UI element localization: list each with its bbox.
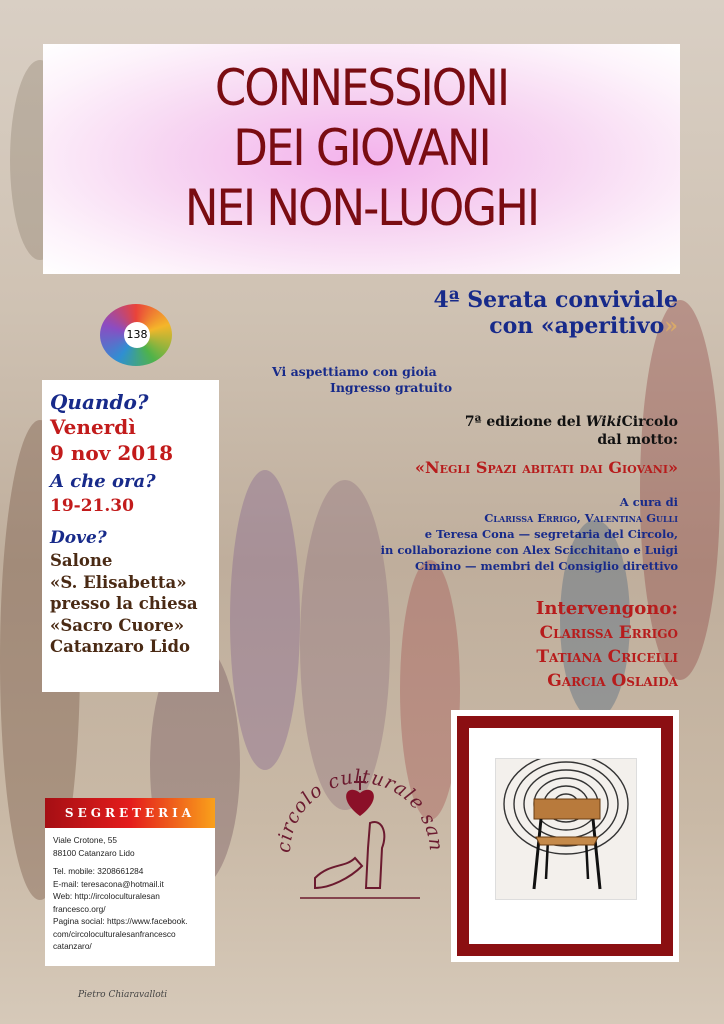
wiki-line-1c: Circolo (621, 414, 678, 430)
website: Web: http://ircoloculturalesan (53, 891, 160, 901)
motto: «Negli Spazi abitati dai Giovani» (415, 458, 678, 477)
quando-label: Quando? (50, 390, 149, 414)
chair-image (495, 758, 637, 900)
serata-line-2: con «aperitivo (489, 313, 665, 339)
chair-photo-frame (451, 710, 679, 962)
speaker-name: Tatiana Cricelli (536, 647, 678, 667)
speakers-heading: Intervengono: (535, 598, 678, 619)
circle-logo-138 (100, 304, 172, 366)
ora-label: A che ora? (50, 471, 156, 492)
segreteria-box (45, 798, 215, 966)
friar-icon (366, 822, 384, 888)
segreteria-heading: SEGRETERIA (45, 798, 215, 828)
place-line: «S. Elisabetta» (50, 572, 187, 592)
wiki-word: Wiki (585, 414, 622, 430)
wolf-icon (315, 858, 362, 888)
title-line-3: NEI NON-LUOGHI (184, 179, 539, 237)
address-line: Viale Crotone, 55 (53, 835, 117, 845)
place-line: Catanzaro Lido (50, 637, 191, 656)
logo-number: 138 (124, 322, 150, 348)
address-line: 88100 Catanzaro Lido (53, 847, 135, 858)
place-line: presso la chiesa (50, 594, 198, 613)
wiki-edition (465, 413, 678, 449)
email: E-mail: teresacona@hotmail.it (53, 878, 164, 889)
cura-line-1: A cura di (619, 495, 678, 509)
invite-line-2: Ingresso gratuito (330, 380, 453, 395)
artist-signature: Pietro Chiaravalloti (78, 990, 168, 1000)
cura-line-5: Cimino — membri del Consiglio direttivo (414, 559, 678, 573)
circolo-logo-text: circolo culturale san (272, 765, 448, 854)
serata-heading (434, 287, 678, 339)
cura-line-3: e Teresa Cona — segretaria del Circolo, (424, 527, 678, 541)
social-link: com/circoloculturalesanfrancesco (53, 928, 176, 939)
chair-icon (496, 759, 636, 899)
social-link: Pagina social: https://www.facebook. (53, 916, 188, 926)
serata-line-1: 4ª Serata conviviale (433, 287, 678, 313)
wiki-line-2: dal motto: (597, 432, 678, 448)
circolo-logo (270, 738, 450, 928)
event-time: 19-21.30 (50, 496, 134, 516)
speakers (536, 597, 678, 693)
speaker-name: Clarissa Errigo (539, 623, 678, 643)
when-where-box (42, 380, 219, 692)
phone: Tel. mobile: 3208661284 (53, 866, 144, 876)
website: francesco.org/ (53, 903, 106, 914)
title-line-2: DEI GIOVANI (233, 119, 490, 177)
wiki-line-1a: 7ª edizione del (464, 414, 586, 430)
figure-shape (230, 470, 300, 770)
social-link: catanzaro/ (53, 941, 92, 951)
title-banner (43, 44, 680, 274)
place-line: Salone (50, 551, 113, 570)
invite-text (272, 364, 452, 396)
serata-quote: » (664, 313, 678, 339)
cura-line-2: Clarissa Errigo, Valentina Gulli (484, 511, 678, 525)
event-date: 9 nov 2018 (50, 441, 174, 465)
dove-label: Dove? (50, 528, 107, 548)
place-line: «Sacro Cuore» (50, 615, 185, 635)
organizers (298, 494, 678, 574)
title-line-1: CONNESSIONI (214, 59, 509, 117)
invite-line-1: Vi aspettiamo con gioia (272, 364, 437, 379)
speaker-name: Garcia Oslaida (547, 671, 678, 691)
cura-line-4: in collaborazione con Alex Scicchitano e Luigi (380, 543, 678, 557)
event-day: Venerdì (50, 415, 136, 439)
heart-icon (346, 790, 374, 816)
